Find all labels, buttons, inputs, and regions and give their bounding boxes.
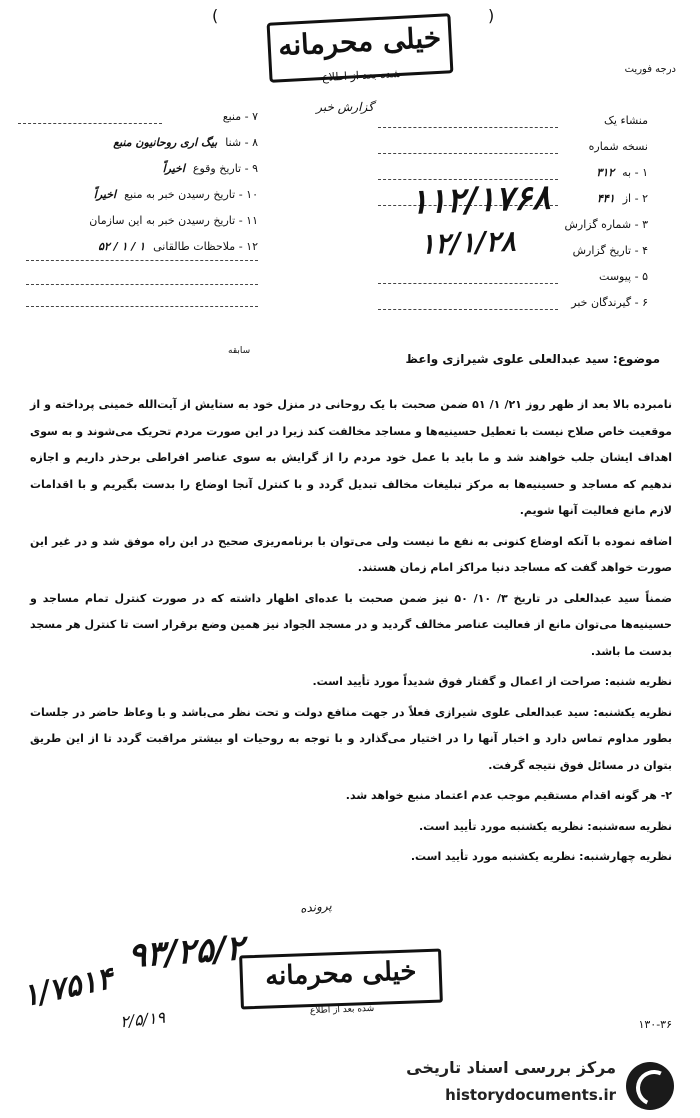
body-paragraph: نامبرده بالا بعد از ظهر روز ۲۱/ ۱/ ۵۱ ضمن صحبت با یک روحانی در منزل خود به ستایش از آیت‌الله خمینی پرداخته و از موقعیت خاص صلاح نیست با تعطیل حسینیه‌ها و مساجد مخالفت کند زیرا در این صورت مردم تحریک می‌شوند و به سوی اهداف ایشان جلب خواهند شد و ما باید با عمل خود مردم را از گرایش به سوی عناصر افراطی برحذر داریم و اجازه ندهیم که مساجد و حسینیه‌ها به مرکز تبلیغات مخالف تبدیل گردد و با کنترل آنجا اوضاع را بدست بگیریم و با اقدامات لازم مانع فعالیت آنها شویم. [30, 398, 672, 517]
form-value: اخیراً [162, 162, 185, 175]
form-label: ۱ - به [622, 166, 648, 179]
body-paragraph: ضمناً سید عبدالعلی در تاریخ ۳/ ۱۰/ ۵۰ نیز ضمن صحبت با عده‌ای اظهار داشته که در صورت کنترل تمام مساجد و حسینیه‌ها می‌توان مانع از فعالیت عناصر مخالف گردید و در مسجد الجواد نیز همین وضع برقرار است تا کنترل هر مسجد بدست ما باشد. [30, 591, 672, 658]
form-label: ۴ - تاریخ گزارش [572, 244, 648, 257]
corner-mark: ) [488, 6, 495, 25]
form-label: ۸ - شنا [225, 136, 258, 149]
handwritten-report-number: ۱۱۲/۱۷۶۸ [409, 177, 551, 223]
form-row [378, 290, 648, 316]
form-label: نسخه شماره [588, 140, 648, 153]
form-label: ۵ - پیوست [599, 270, 648, 283]
classification-stamp-top [267, 13, 454, 83]
form-row [18, 130, 258, 156]
form-row [18, 156, 258, 182]
archive-watermark [378, 1058, 678, 1114]
handwritten-date: ۲/۵/۱۹ [119, 1007, 167, 1032]
handwritten-file-number: ۹۳/۲۵/۲ [126, 927, 246, 977]
watermark-title: مرکز بررسی اسناد تاریخی [406, 1058, 616, 1077]
classification-stamp-bottom [239, 948, 443, 1017]
form-row [18, 208, 258, 234]
urgency-label: درجه فوریت [624, 64, 676, 75]
handwritten-reference: ۱/۷۵۱۴ [19, 960, 117, 1015]
corner-mark: ( [212, 6, 219, 25]
watermark-url: historydocuments.ir [445, 1086, 616, 1104]
body-paragraph: نظریه یکشنبه: سید عبدالعلی علوی شیرازی فعلاً در جهت منافع دولت و تحت نظر می‌باشد و با وعاظ حاضر در جلسات بطور مداوم تماس دارد و اخبار آنها را در اختیار می‌گذارد و با توجه به روحیات او بیشتر مراقبت گردد تا از این طریق بتوان در مسائل فوق نتیجه گرفت. [30, 705, 672, 772]
report-body [30, 392, 672, 875]
header-form-left [18, 104, 258, 260]
form-value: ۱ / ۱ / ۵۲ [98, 240, 146, 253]
body-paragraph: اضافه نموده با آنکه اوضاع کنونی به نفع ما نیست ولی می‌توان با برنامه‌ریزی صحیح در این راه موفق شد و در غیر این صورت خواهد گفت که مساجد دنیا مراکز امام زمان هستند. [30, 534, 672, 574]
form-label: ۱۱ - تاریخ رسیدن خبر به این سازمان [89, 214, 258, 227]
form-label: منشاء یک [604, 114, 648, 127]
body-paragraph: نظریه شنبه: صراحت از اعمال و گفتار فوق شدیداً مورد تأیید است. [312, 675, 672, 688]
file-annotation: پرونده [299, 898, 333, 916]
form-divider [26, 260, 258, 261]
form-row [18, 234, 258, 260]
form-divider [26, 284, 258, 285]
form-row [18, 104, 258, 130]
body-paragraph: نظریه چهارشنبه: نظریه یکشنبه مورد تأیید است. [410, 850, 672, 863]
margin-note: سابقه [228, 346, 251, 356]
form-value: اخیراً [93, 188, 117, 201]
archive-logo-icon [626, 1062, 674, 1110]
stamp-subtext: شده بعد از اطلاع [309, 1003, 375, 1017]
form-row [378, 108, 648, 134]
form-code: ۱۳۰-۳۶ [638, 1018, 672, 1031]
form-label: ۶ - گیرندگان خبر [571, 296, 648, 309]
stamp-text: خیلی محرمانه [264, 956, 417, 992]
body-paragraph: نظریه سه‌شنبه: نظریه یکشنبه مورد تأیید است. [418, 819, 672, 833]
form-subtitle: گزارش خبر [316, 100, 374, 114]
subject-line: موضوع: سید عبدالعلی علوی شیرازی واعظ [405, 352, 660, 366]
handwritten-report-date: ۱۲/۱/۲۸ [419, 224, 517, 261]
form-label: ۲ - از [622, 192, 648, 205]
form-label: ۱۰ - تاریخ رسیدن خبر به منبع [124, 188, 258, 201]
body-paragraph: ۲- هر گونه اقدام مستقیم موجب عدم اعتماد منبع خواهد شد. [345, 789, 672, 802]
stamp-text: خیلی محرمانه [277, 20, 442, 63]
form-row [18, 182, 258, 208]
form-value: ۴۴۱ [597, 192, 615, 205]
form-row [378, 134, 648, 160]
form-divider [26, 306, 258, 307]
form-label: ۷ - منبع [222, 110, 258, 123]
form-value: بیگ اری روحانیون منبع [113, 136, 218, 149]
stamp-subtext: شده بعد از اطلاع [321, 66, 402, 85]
form-label: ۱۲ - ملاحظات طالقانی [153, 240, 258, 253]
form-label: ۳ - شماره گزارش [564, 218, 648, 231]
form-row [378, 264, 648, 290]
form-label: ۹ - تاریخ وقوع [192, 162, 258, 175]
form-value: ۳۱۲ [596, 166, 615, 179]
